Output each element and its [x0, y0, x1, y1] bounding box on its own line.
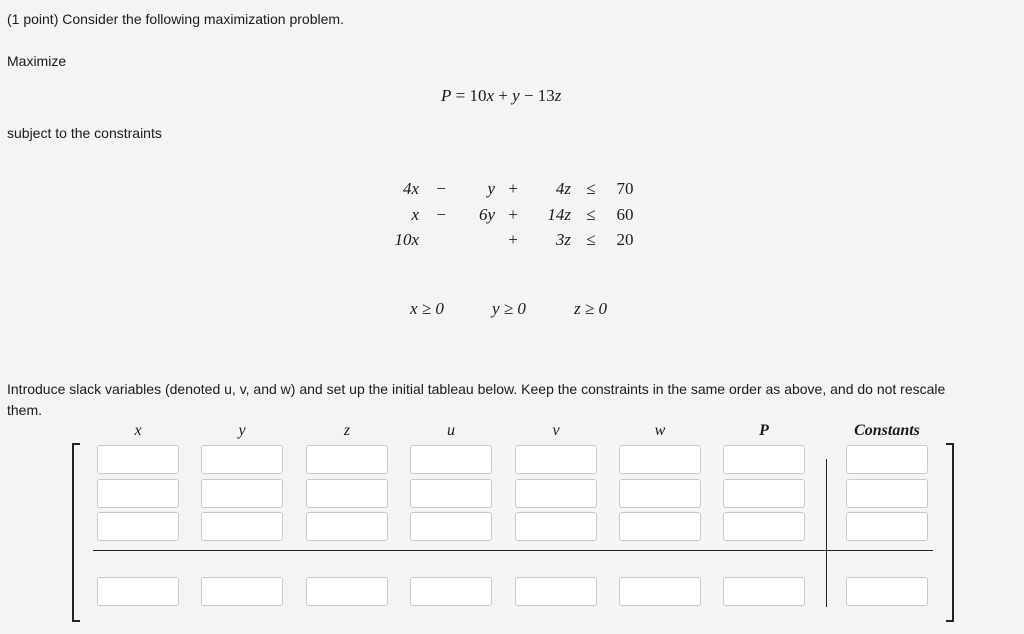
instructions-line-2: them.: [7, 402, 43, 418]
constraint-2-term-2: −: [436, 205, 446, 224]
nonneg-y: y ≥ 0: [492, 299, 526, 318]
tableau-input-r1-w[interactable]: [619, 445, 701, 474]
tableau-input-r4-x[interactable]: [97, 577, 179, 606]
problem-intro: (1 point) Consider the following maximization problem.: [7, 11, 344, 27]
tableau-input-r3-u[interactable]: [410, 512, 492, 541]
maximize-label: Maximize: [7, 53, 67, 69]
tableau-input-r4-w[interactable]: [619, 577, 701, 606]
constraint-2-term-7: 60: [616, 205, 634, 224]
tableau-input-r2-p[interactable]: [723, 479, 805, 508]
tableau-input-r3-y[interactable]: [201, 512, 283, 541]
tableau-input-r3-constants[interactable]: [846, 512, 928, 541]
tableau-input-r3-z[interactable]: [306, 512, 388, 541]
objective-y: y: [512, 86, 520, 105]
constraint-3-term-4: +: [508, 230, 518, 249]
augment-divider: [826, 459, 827, 607]
tableau-input-r3-x[interactable]: [97, 512, 179, 541]
tableau-header-w: w: [654, 422, 666, 439]
tableau-header-v: v: [552, 422, 560, 439]
constraint-3-term-7: 20: [616, 230, 634, 249]
subject-to-label: subject to the constraints: [7, 125, 162, 141]
constraint-1-term-5: 4z: [555, 179, 571, 198]
constraint-1-term-2: −: [436, 179, 446, 198]
left-bracket-bottom: [72, 620, 80, 622]
tableau-header-z: z: [343, 422, 351, 439]
tableau-input-r2-u[interactable]: [410, 479, 492, 508]
tableau-input-r3-v[interactable]: [515, 512, 597, 541]
tableau-header-u: u: [447, 422, 455, 439]
instructions-line-1: Introduce slack variables (denoted u, v, and w) and set up the initial tableau below. Keep the constraints in the same order as above, and do not rescale: [7, 381, 946, 397]
objective-plus: +: [494, 86, 513, 105]
tableau-input-r2-v[interactable]: [515, 479, 597, 508]
constraint-2-term-4: +: [508, 205, 518, 224]
tableau-input-r4-v[interactable]: [515, 577, 597, 606]
nonneg-z: z ≥ 0: [574, 299, 607, 318]
left-bracket-top: [72, 443, 80, 445]
right-bracket-top: [946, 443, 954, 445]
tableau-input-r4-u[interactable]: [410, 577, 492, 606]
objective-z: z: [554, 86, 562, 105]
tableau-input-r2-x[interactable]: [97, 479, 179, 508]
tableau-header-constants: Constants: [854, 422, 920, 439]
constraint-1-term-3: y: [487, 179, 495, 198]
constraint-3-term-1: 10x: [394, 230, 419, 249]
objective-x: x: [486, 86, 495, 105]
tableau-input-r4-z[interactable]: [306, 577, 388, 606]
tableau-input-r4-y[interactable]: [201, 577, 283, 606]
tableau-header-p: P: [759, 422, 769, 439]
tableau-input-r2-z[interactable]: [306, 479, 388, 508]
constraint-2-term-1: x: [411, 205, 419, 224]
tableau-input-r1-p[interactable]: [723, 445, 805, 474]
constraint-1-term-4: +: [508, 179, 518, 198]
tableau-input-r3-w[interactable]: [619, 512, 701, 541]
constraint-2-term-5: 14z: [547, 205, 571, 224]
tableau-input-r1-constants[interactable]: [846, 445, 928, 474]
tableau-input-r1-u[interactable]: [410, 445, 492, 474]
tableau-input-r1-z[interactable]: [306, 445, 388, 474]
tableau-input-r2-w[interactable]: [619, 479, 701, 508]
tableau-input-r3-p[interactable]: [723, 512, 805, 541]
tableau-header-x: x: [134, 422, 142, 439]
tableau-input-r4-p[interactable]: [723, 577, 805, 606]
right-bracket-vertical: [952, 443, 954, 622]
tableau-input-r1-v[interactable]: [515, 445, 597, 474]
objective-function: [441, 86, 561, 106]
constraint-2-term-6: ≤: [586, 205, 596, 224]
tableau-input-r1-y[interactable]: [201, 445, 283, 474]
constraint-3-term-5: 3z: [555, 230, 571, 249]
objective-lhs: P: [441, 86, 452, 105]
tableau-input-r2-y[interactable]: [201, 479, 283, 508]
objective-row-divider: [93, 550, 933, 551]
objective-eq: = 10: [455, 86, 487, 105]
tableau-input-r2-constants[interactable]: [846, 479, 928, 508]
constraint-3-term-6: ≤: [586, 230, 596, 249]
constraint-1-term-1: 4x: [402, 179, 419, 198]
objective-minus: − 13: [519, 86, 555, 105]
constraint-2-term-3: 6y: [478, 205, 495, 224]
tableau-header-y: y: [238, 422, 246, 439]
left-bracket-vertical: [72, 443, 74, 622]
constraint-1-term-6: ≤: [586, 179, 596, 198]
tableau-input-r1-x[interactable]: [97, 445, 179, 474]
tableau-input-r4-constants[interactable]: [846, 577, 928, 606]
nonneg-x: x ≥ 0: [410, 299, 444, 318]
right-bracket-bottom: [946, 620, 954, 622]
constraint-1-term-7: 70: [616, 179, 634, 198]
